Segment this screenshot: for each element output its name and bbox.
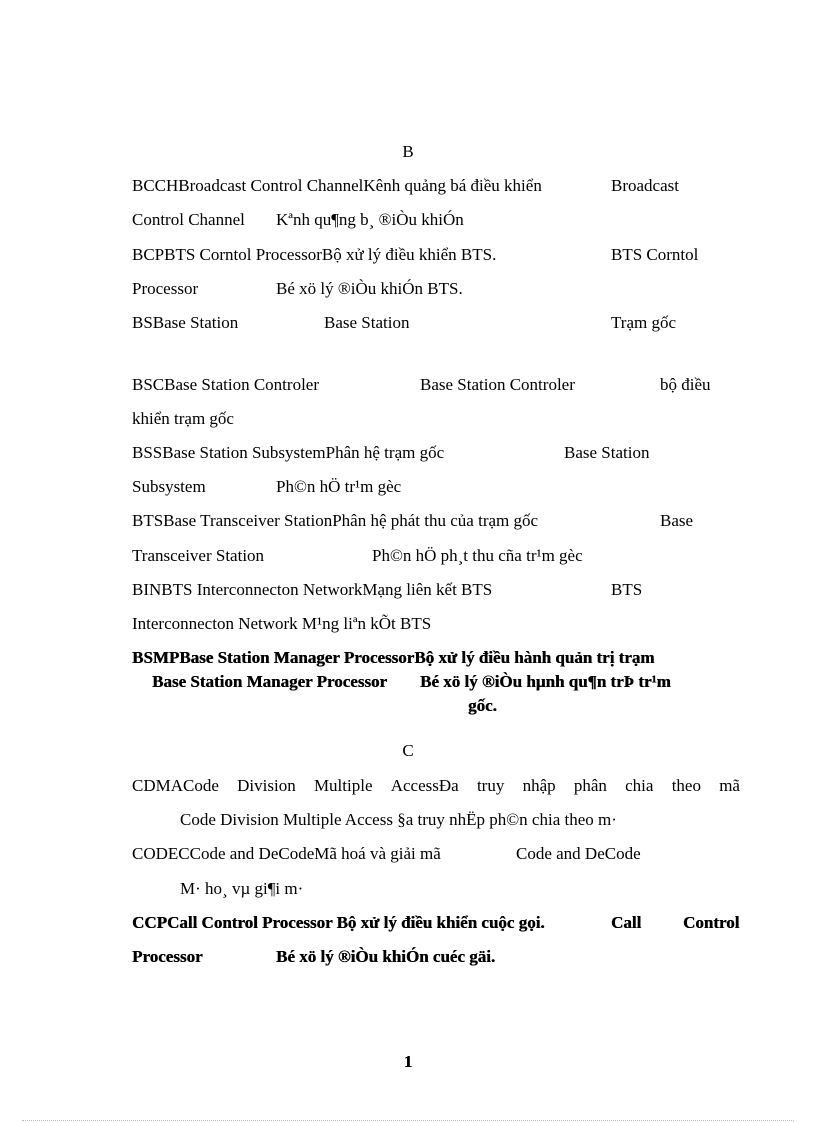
bs-english: Base Station xyxy=(324,313,410,332)
cdma-word: chia xyxy=(625,776,654,795)
section-heading-b: B xyxy=(402,142,414,161)
codec-line2: M· ho¸ vµ gi¶i m· xyxy=(180,879,304,898)
cdma-word: Division xyxy=(237,776,296,795)
bcp-line1-term: BCPBTS Corntol ProcessorBộ xử lý điều khiển BTS. xyxy=(132,245,497,264)
cdma-word: truy xyxy=(476,776,505,795)
bts-line2-english: Transceiver Station xyxy=(132,546,265,565)
bcp-line2-vietnamese: Bé xö lý ®iÒu khiÓn BTS. xyxy=(276,279,463,298)
bss-line2-vietnamese: Ph©n hÖ tr¹m gèc xyxy=(276,477,402,496)
bin-line1-term: BINBTS Interconnecton NetworkMạng liên kết BTS xyxy=(132,580,493,599)
bcp-line2-english: Processor xyxy=(132,279,199,298)
bts-line1-term: BTSBase Transceiver StationPhân hệ phát thu của trạm gốc xyxy=(132,511,539,530)
page-number: 1 xyxy=(403,1052,413,1071)
bcch-line2-vietnamese: Kªnh qu¶ng b¸ ®iÒu khiÓn xyxy=(276,210,464,229)
bsmp-line1: BSMPBase Station Manager ProcessorBộ xử lý điều hành quản trị trạm xyxy=(132,648,655,667)
ccp-line2-vietnamese: Bé xö lý ®iÒu khiÓn cuéc gäi. xyxy=(276,947,496,966)
codec-line1-english: Code and DeCode xyxy=(516,844,641,863)
cdma-word: AccessĐa xyxy=(390,776,459,795)
cdma-word: phân xyxy=(573,776,607,795)
bs-term: BSBase Station xyxy=(132,313,239,332)
bss-line2-english: Subsystem xyxy=(132,477,206,496)
bin-line1-english: BTS xyxy=(611,580,643,599)
ccp-line2-english: Processor xyxy=(132,947,203,966)
bsc-line1-term: BSCBase Station Controler xyxy=(132,375,319,394)
cdma-word: Multiple xyxy=(313,776,373,795)
bss-line1-term: BSSBase Station SubsystemPhân hệ trạm gốc xyxy=(132,443,445,462)
bcp-line1-english: BTS Corntol xyxy=(611,245,699,264)
bcch-line2-english: Control Channel xyxy=(132,210,245,229)
bsc-line1-english: Base Station Controler xyxy=(420,375,575,394)
bcch-line1-english: Broadcast xyxy=(611,176,679,195)
bsc-line2: khiển trạm gốc xyxy=(132,409,234,428)
cdma-word: CDMACode xyxy=(132,776,219,795)
ccp-line1-english-a: Call xyxy=(611,913,642,932)
bss-line1-english: Base Station xyxy=(564,443,650,462)
bsc-line1-vietnamese: bộ điều xyxy=(660,375,711,394)
cdma-word: nhập xyxy=(522,776,556,795)
cdma-line2: Code Division Multiple Access §a truy nhËp ph©n chia theo m· xyxy=(180,810,617,829)
ccp-line1-term: CCPCall Control Processor Bộ xử lý điều khiển cuộc gọi. xyxy=(132,913,545,932)
page-bottom-divider xyxy=(22,1120,794,1121)
bcch-line1-term: BCCHBroadcast Control ChannelKênh quảng bá điều khiển xyxy=(132,176,542,195)
cdma-word: mã xyxy=(719,776,740,795)
bts-line2-vietnamese: Ph©n hÖ ph¸t thu cña tr¹m gèc xyxy=(372,546,583,565)
cdma-line1 xyxy=(132,776,740,796)
ccp-line1-english-b: Control xyxy=(683,913,740,932)
bsmp-line2-english: Base Station Manager Processor xyxy=(152,672,387,691)
bsmp-line3: gốc. xyxy=(468,696,497,715)
section-heading-c: C xyxy=(402,741,414,760)
cdma-word: theo xyxy=(671,776,701,795)
bs-vietnamese: Trạm gốc xyxy=(611,313,677,332)
bsmp-line2-vietnamese: Bé xö lý ®iÒu hµnh qu¶n trÞ tr¹m xyxy=(420,672,671,691)
bin-line2: Interconnecton Network M¹ng liªn kÕt BTS xyxy=(132,614,432,633)
bts-line1-english: Base xyxy=(660,511,694,530)
codec-line1-term: CODECCode and DeCodeMã hoá và giải mã xyxy=(132,844,441,863)
